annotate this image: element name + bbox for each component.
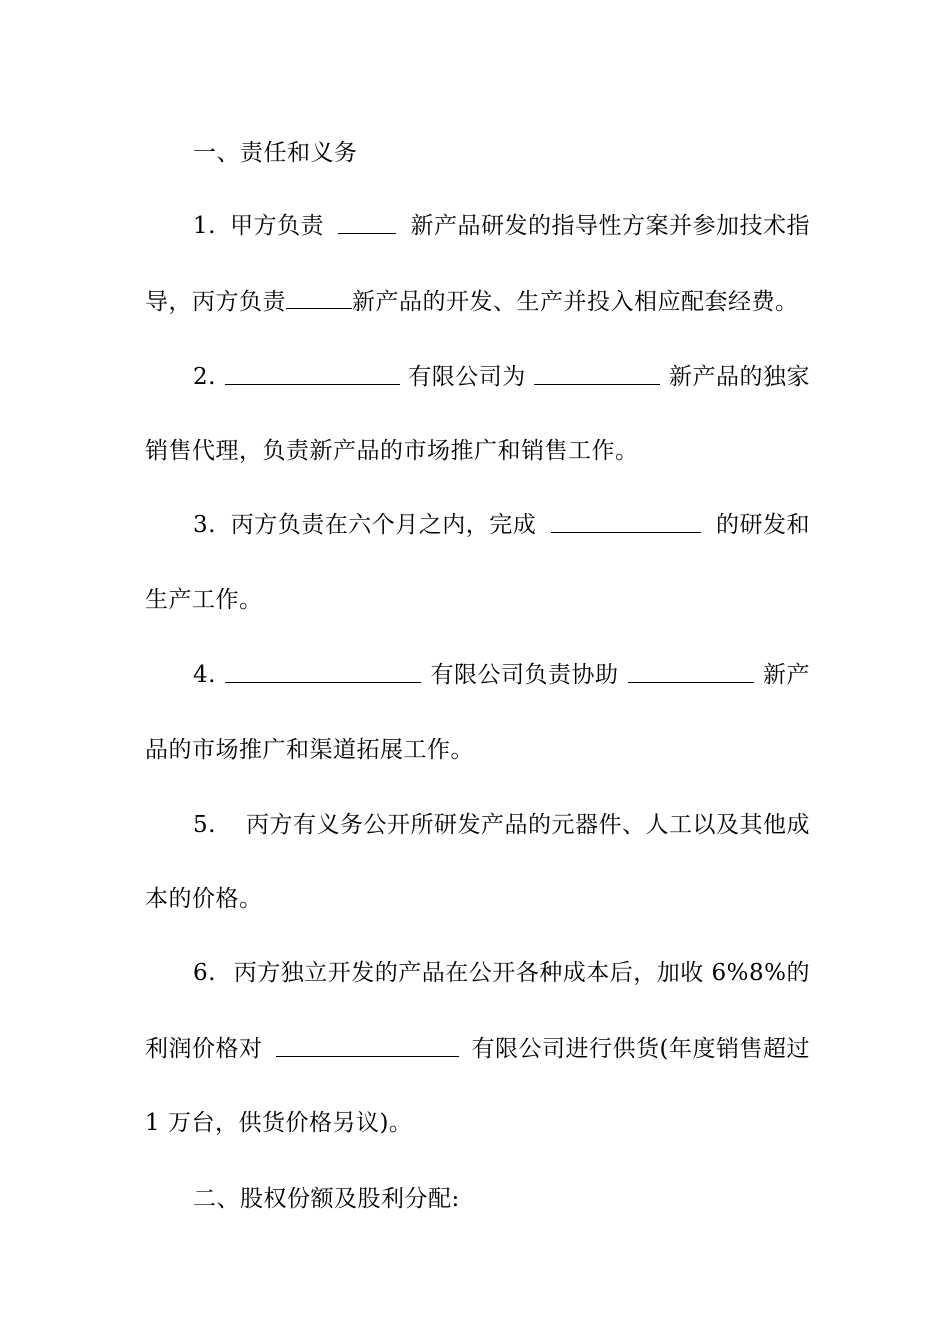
item-4-line-1 <box>193 660 810 690</box>
item-text: 导，丙方负责 <box>145 289 286 315</box>
item-text: 有限公司为 <box>408 364 526 390</box>
item-text: 丙方独立开发的产品在公开各种成本后，加收 6%8%的 <box>233 960 810 986</box>
fill-in-blank <box>534 362 660 385</box>
item-1-line-2 <box>145 286 810 317</box>
fill-in-blank <box>286 286 352 309</box>
item-text: 新产品的开发、生产并投入相应配套经费。 <box>352 289 799 315</box>
item-6-line-2 <box>145 1034 810 1064</box>
item-text: 甲方负责 <box>230 213 325 239</box>
item-1-line-1 <box>193 211 810 241</box>
item-text: 生产工作。 <box>145 587 263 613</box>
fill-in-blank <box>628 660 754 683</box>
item-text: 丙方有义务公开所研发产品的元器件、人工以及其他成 <box>246 812 810 838</box>
item-5-line-1 <box>193 810 810 840</box>
fill-in-blank <box>225 660 421 683</box>
item-number: 1. <box>193 213 216 239</box>
item-number: 3. <box>193 512 216 538</box>
item-3-line-2 <box>145 585 810 615</box>
item-number: 2. <box>193 364 216 390</box>
item-6-line-3 <box>145 1108 810 1138</box>
section-heading-1: 一、责任和义务 <box>193 140 358 166</box>
item-text: 1 万台，供货价格另议)。 <box>145 1110 413 1136</box>
item-text: 新产品研发的指导性方案并参加技术指 <box>410 213 810 239</box>
item-2-line-1 <box>193 362 810 392</box>
item-text: 有限公司负责协助 <box>430 662 619 688</box>
item-text: 销售代理，负责新产品的市场推广和销售工作。 <box>145 438 639 464</box>
item-text: 新产品的独家 <box>668 364 810 390</box>
fill-in-blank <box>276 1034 459 1057</box>
section-heading-2: 二、股权份额及股利分配: <box>193 1186 460 1212</box>
item-text: 的研发和 <box>715 512 810 538</box>
fill-in-blank <box>551 510 701 533</box>
fill-in-blank <box>338 211 396 234</box>
item-text: 丙方负责在六个月之内，完成 <box>230 512 537 538</box>
item-5-line-2 <box>145 884 810 914</box>
item-text: 品的市场推广和渠道拓展工作。 <box>145 737 474 763</box>
item-3-line-1 <box>193 510 810 540</box>
item-text: 新产 <box>762 662 810 688</box>
item-4-line-2 <box>145 735 810 765</box>
item-2-line-2 <box>145 436 810 466</box>
item-number: 4. <box>193 662 216 688</box>
item-6-line-1 <box>193 958 810 988</box>
item-text: 有限公司进行供货(年度销售超过 <box>471 1036 810 1062</box>
item-text: 本的价格。 <box>145 886 263 912</box>
fill-in-blank <box>225 362 400 385</box>
item-number: 5. <box>193 812 216 838</box>
item-number: 6. <box>193 960 216 986</box>
item-text: 利润价格对 <box>145 1036 263 1062</box>
